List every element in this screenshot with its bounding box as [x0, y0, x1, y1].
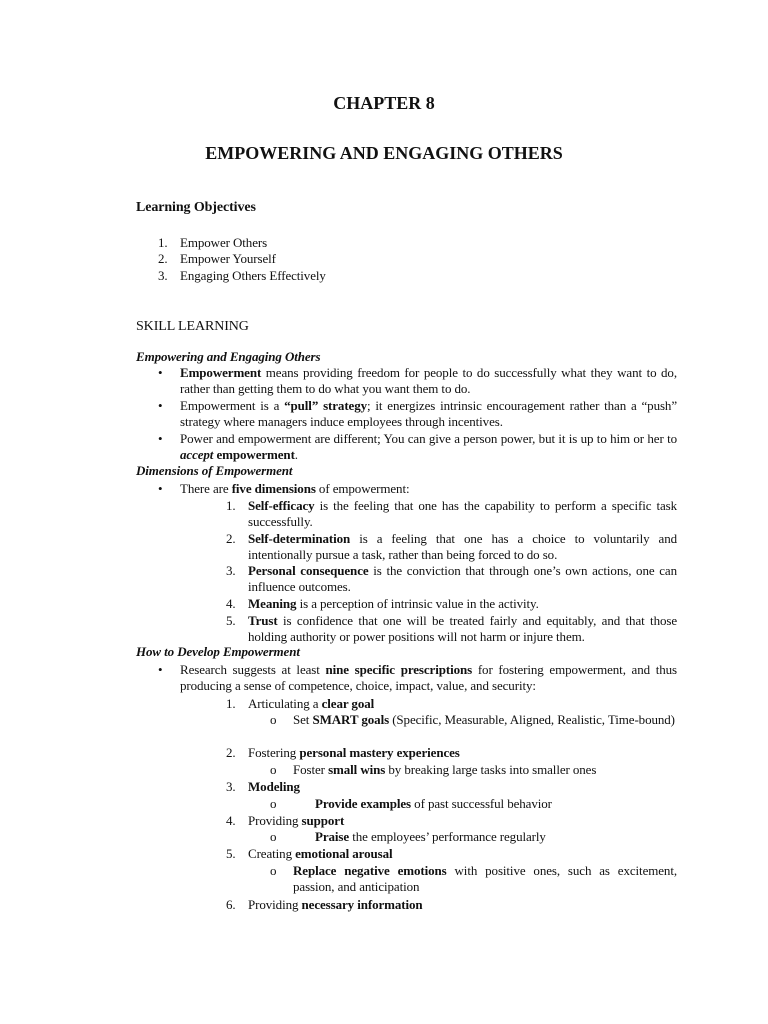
prescription-item — [248, 696, 374, 712]
sub-bullet-icon: o — [270, 712, 277, 727]
prescription-detail — [315, 796, 552, 812]
paragraph-empowerment-definition — [180, 365, 677, 397]
emphasis-term: accept — [180, 447, 214, 462]
bullet-icon: • — [158, 662, 163, 677]
paragraph-text: Set — [293, 712, 313, 727]
prescription-number: 6. — [226, 897, 236, 912]
paragraph-text: ; it energizes intrinsic encouragement rather than a “push” strategy where managers induce employees through incentives. — [180, 398, 678, 429]
dimension-meaning — [248, 596, 539, 612]
bold-term: Trust — [248, 613, 278, 628]
paragraph-text: (Specific, Measurable, Aligned, Realistic, Time-bound) — [389, 712, 675, 727]
section-heading: Dimensions of Empowerment — [136, 463, 293, 478]
bold-term: Modeling — [248, 779, 300, 794]
paragraph-text: Research suggests at least — [180, 662, 326, 677]
paragraph-text: means providing freedom for people to do successfully what they want to do, rather than getting them to do what you want them to do. — [180, 365, 677, 396]
dimension-personal-consequence — [248, 563, 677, 595]
prescription-item — [248, 813, 344, 829]
paragraph-text: is a perception of intrinsic value in the activity. — [296, 596, 539, 611]
objective-number: 2. — [158, 251, 168, 266]
paragraph-text: Fostering — [248, 745, 300, 760]
bold-term: SMART goals — [312, 712, 390, 727]
prescription-detail — [293, 712, 677, 728]
dimension-number: 4. — [226, 596, 236, 611]
prescription-detail — [293, 762, 596, 778]
section-heading: Empowering and Engaging Others — [136, 349, 321, 364]
bold-term: small wins — [328, 762, 386, 777]
bullet-icon: • — [158, 398, 163, 413]
paragraph-text: is confidence that one will be treated fairly and equitably, and that those holding authority or power positions will not harm or injure them. — [248, 613, 677, 644]
paragraph-text: Providing — [248, 813, 302, 828]
bold-term: nine specific prescriptions — [325, 662, 473, 677]
sub-bullet-icon: o — [270, 796, 277, 811]
paragraph-text: is the feeling that one has the capability to perform a specific task successfully. — [248, 498, 677, 529]
learning-objectives-heading: Learning Objectives — [136, 200, 256, 215]
chapter-title: EMPOWERING AND ENGAGING OTHERS — [205, 143, 563, 163]
prescription-item — [248, 897, 423, 913]
prescription-number: 1. — [226, 696, 236, 711]
dimension-number: 1. — [226, 498, 236, 513]
section-heading: How to Develop Empowerment — [136, 644, 300, 659]
prescription-number: 3. — [226, 779, 236, 794]
bold-term: personal mastery experiences — [299, 745, 460, 760]
skill-learning-heading: SKILL LEARNING — [136, 319, 249, 334]
bullet-icon: • — [158, 481, 163, 496]
bold-term: Praise — [315, 829, 350, 844]
dimension-trust — [248, 613, 677, 645]
prescription-number: 2. — [226, 745, 236, 760]
paragraph-text: Power and empowerment are different; You can give a person power, but it is up to him or her to — [180, 431, 677, 446]
bullet-icon: • — [158, 431, 163, 446]
bold-term: Personal consequence — [248, 563, 369, 578]
bold-term: “pull” strategy — [284, 398, 368, 413]
paragraph-power-vs-empowerment — [180, 431, 677, 463]
objective-text: Empower Yourself — [180, 251, 276, 266]
paragraph-text: the employees’ performance regularly — [349, 829, 546, 844]
dimension-self-efficacy — [248, 498, 677, 530]
prescription-detail — [315, 829, 546, 845]
dimensions-intro — [180, 481, 410, 497]
prescription-item — [248, 846, 393, 862]
sub-bullet-icon: o — [270, 829, 277, 844]
objective-text: Engaging Others Effectively — [180, 268, 326, 283]
paragraph-text: of empowerment: — [315, 481, 410, 496]
bold-term: Self-determination — [248, 531, 351, 546]
paragraph-text: for fostering empowerment, and thus producing a sense of competence, choice, impact, value, and security: — [180, 662, 678, 693]
dimension-number: 5. — [226, 613, 236, 628]
prescription-item — [248, 779, 300, 795]
bold-term: Replace negative emotions — [293, 863, 447, 878]
bold-term: five dimensions — [231, 481, 316, 496]
dimension-self-determination — [248, 531, 677, 563]
objective-number: 1. — [158, 235, 168, 250]
paragraph-text: . — [294, 447, 298, 462]
paragraph-text: Empowerment is a — [180, 398, 285, 413]
paragraph-text: of past successful behavior — [411, 796, 552, 811]
paragraph-text: Articulating a — [248, 696, 322, 711]
bullet-icon: • — [158, 365, 163, 380]
bold-term: necessary information — [301, 897, 423, 912]
prescriptions-intro — [180, 662, 677, 694]
chapter-number: CHAPTER 8 — [333, 93, 435, 113]
dimension-number: 2. — [226, 531, 236, 546]
bold-term: Provide examples — [315, 796, 412, 811]
paragraph-text: Creating — [248, 846, 296, 861]
paragraph-pull-strategy — [180, 398, 677, 430]
bold-term: Self-efficacy — [248, 498, 315, 513]
bold-term: emotional arousal — [295, 846, 393, 861]
paragraph-text: Foster — [293, 762, 329, 777]
paragraph-text: is the conviction that through one’s own actions, one can influence outcomes. — [248, 563, 677, 594]
bold-term: support — [301, 813, 345, 828]
paragraph-text: is a feeling that one has a choice to voluntarily and intentionally pursue a task, rather than being forced to do so. — [248, 531, 677, 562]
paragraph-text: There are — [180, 481, 232, 496]
bold-term: empowerment — [213, 447, 295, 462]
sub-bullet-icon: o — [270, 762, 277, 777]
paragraph-text: with positive ones, such as excitement, passion, and anticipation — [293, 863, 677, 894]
prescription-number: 4. — [226, 813, 236, 828]
prescription-number: 5. — [226, 846, 236, 861]
objective-number: 3. — [158, 268, 168, 283]
prescription-item — [248, 745, 460, 761]
paragraph-text: by breaking large tasks into smaller ones — [385, 762, 597, 777]
bold-term: clear goal — [321, 696, 375, 711]
prescription-detail — [293, 863, 677, 895]
dimension-number: 3. — [226, 563, 236, 578]
objective-text: Empower Others — [180, 235, 268, 250]
paragraph-text: Providing — [248, 897, 302, 912]
bold-term: Empowerment — [180, 365, 262, 380]
bold-term: Meaning — [248, 596, 297, 611]
sub-bullet-icon: o — [270, 863, 277, 878]
